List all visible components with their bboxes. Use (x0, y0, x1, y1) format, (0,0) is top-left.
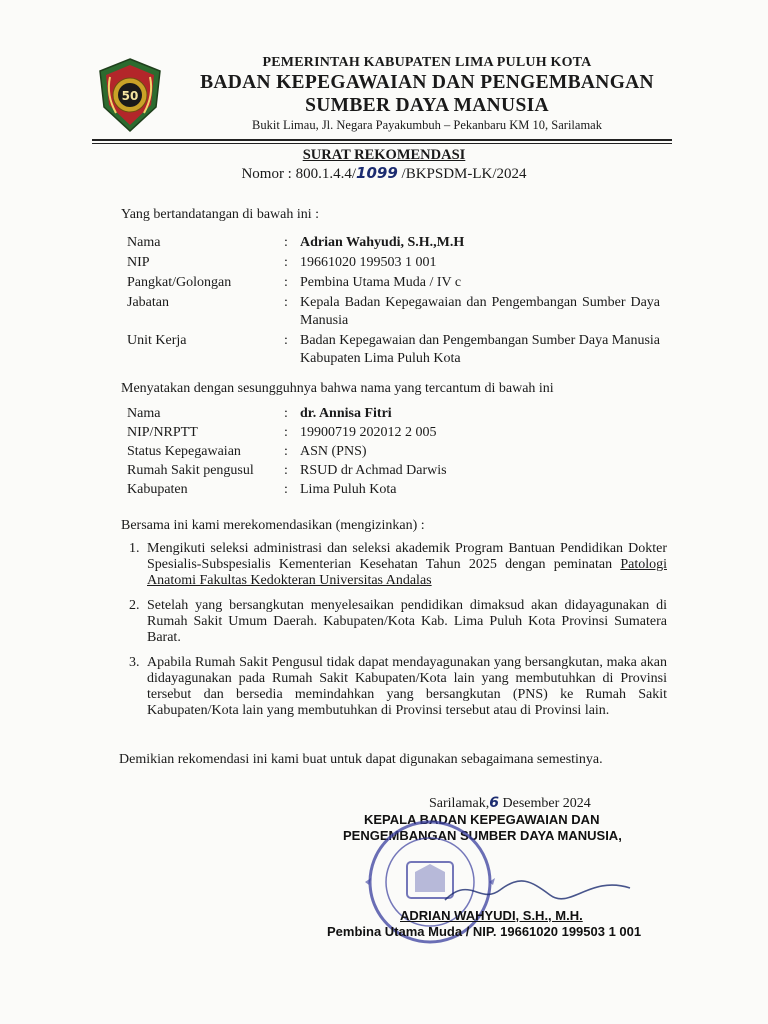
svg-text:50: 50 (121, 89, 139, 103)
recommendation-item: 3. Apabila Rumah Sakit Pengusul tidak dapat mendayagunakan yang bersangkutan, maka akan didayagunakan pada Rumah Sakit Kabupaten/Kota lain yang membutuhkan di Provinsi tersebut dan bersedia memindahkan yang bersangkutan (PNS) ke Rumah Sakit Kabupaten/Kota lain yang membutuhkan di Provinsi tersebut atau di Provinsi lain. (129, 655, 667, 718)
intro-text: Yang bertandatangan di bawah ini : (121, 207, 320, 222)
letterhead-agency-line2: SUMBER DAYA MANUSIA (305, 95, 549, 116)
signature-position-line1: KEPALA BADAN KEPEGAWAIAN DAN (364, 812, 600, 827)
signature-date: Sarilamak,6 Desember 2024 (429, 795, 591, 811)
signatory-rank-nip: Pembina Utama Muda / NIP. 19661020 199503 1 001 (327, 924, 642, 939)
recommendation-item: 2. Setelah yang bersangkutan menyelesaikan pendidikan dimaksud akan didayagunakan di Rumah Sakit Umum Daerah. Kabupaten/Kota Kab. Lima Puluh Kota Provinsi Sumatera Barat. (129, 598, 667, 645)
signature-position-line2: PENGEMBANGAN SUMBER DAYA MANUSIA, (343, 828, 622, 843)
letterhead-address: Bukit Limau, Jl. Negara Payakumbuh – Pekanbaru KM 10, Sarilamak (252, 118, 602, 132)
document-number: Nomor : 800.1.4.4/1099 /BKPSDM-LK/2024 (241, 164, 527, 182)
recommend-intro: Bersama ini kami merekomendasikan (mengizinkan) : (121, 518, 425, 533)
handwritten-signature-icon (440, 870, 640, 910)
recommendation-list (121, 541, 667, 728)
bkpsdm-logo-icon (96, 57, 164, 133)
letterhead-divider-thin (92, 143, 672, 144)
signatory-name: ADRIAN WAHYUDI, S.H., M.H. (400, 908, 583, 923)
handwritten-day: 6 (489, 795, 500, 811)
letterhead-divider-thick (92, 139, 672, 141)
recommendation-item: 1. Mengikuti seleksi administrasi dan seleksi akademik Program Bantuan Pendidikan Dokter Spesialis-Subspesialis Kementerian Kesehatan Tahun 2025 dengan peminatan Patologi Anatomi Fakultas Kedokteran Universitas Andalas (129, 541, 667, 588)
document-title: SURAT REKOMENDASI (302, 147, 466, 163)
closing-text: Demikian rekomendasi ini kami buat untuk dapat digunakan sebagaimana semestinya. (119, 752, 603, 767)
handwritten-number: 1099 (356, 164, 398, 182)
statement-text: Menyatakan dengan sesungguhnya bahwa nama yang tercantum di bawah ini (121, 381, 554, 396)
letterhead-agency-line1: BADAN KEPEGAWAIAN DAN PENGEMBANGAN (200, 72, 654, 93)
letterhead-government: PEMERINTAH KABUPATEN LIMA PULUH KOTA (262, 55, 592, 70)
